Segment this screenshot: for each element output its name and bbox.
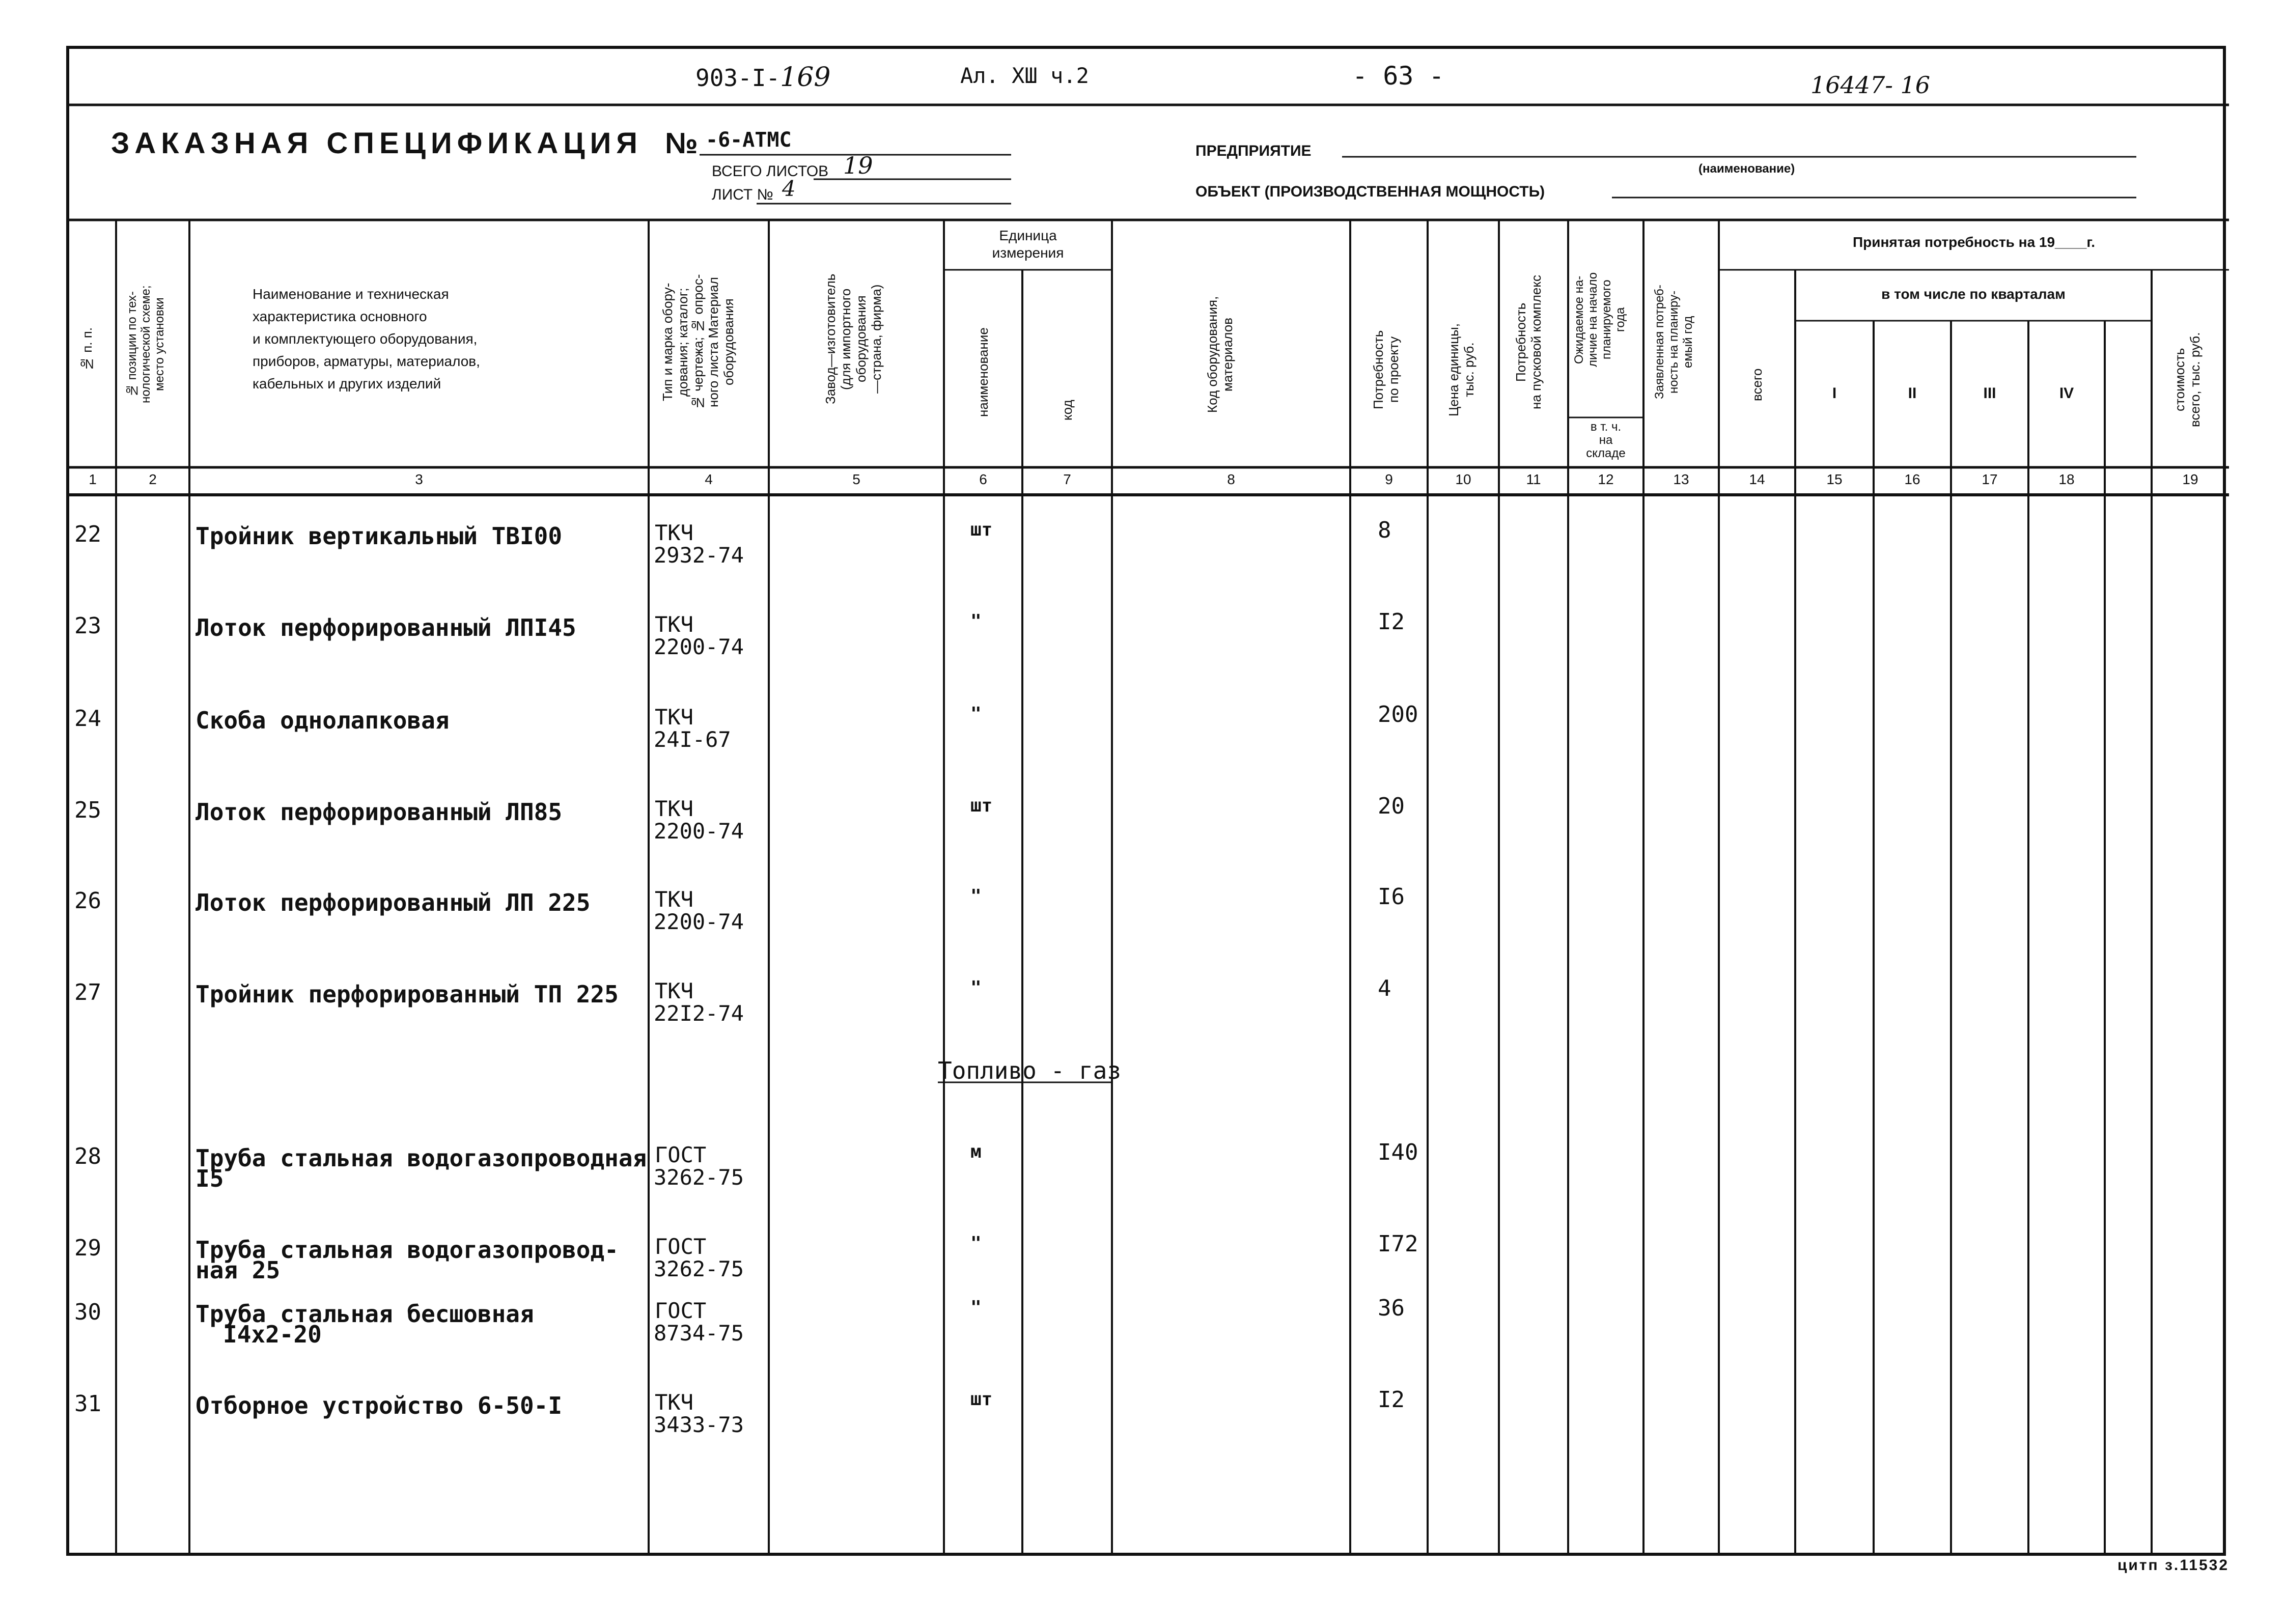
item-catalog-code: ТКЧ xyxy=(655,705,693,730)
col-header-2: № позиции по тех- нологической схеме; место установки xyxy=(125,285,166,403)
item-quantity: I2 xyxy=(1378,1387,1405,1413)
item-name: Лоток перфорированный ЛП 225 xyxy=(196,889,591,916)
item-name: Тройник перфорированный ТП 225 xyxy=(196,981,619,1008)
item-catalog-number: 2200-74 xyxy=(654,634,744,659)
document-title: ЗАКАЗНАЯ СПЕЦИФИКАЦИЯ xyxy=(111,127,643,160)
item-catalog-code: ГОСТ xyxy=(655,1298,707,1323)
column-number: 15 xyxy=(1826,471,1843,487)
row-number: 26 xyxy=(74,888,101,914)
col-header-12-sub: в т. ч. на складе xyxy=(1586,420,1626,460)
item-name-continued: I4x2-20 xyxy=(223,1321,322,1348)
col-header-11: Потребность на пусковой комплекс xyxy=(1513,274,1544,410)
column-number: 13 xyxy=(1673,471,1689,487)
column-number: 5 xyxy=(852,471,860,487)
item-unit: " xyxy=(970,611,982,632)
doc-code-prefix: 903-I- xyxy=(695,64,781,92)
item-name: Отборное устройство 6-50-I xyxy=(196,1392,563,1419)
item-catalog-number: 3262-75 xyxy=(654,1165,744,1190)
specification-sheet xyxy=(66,46,2226,1556)
item-unit: шт xyxy=(970,1389,993,1410)
name-hint: (наименование) xyxy=(1698,162,1795,176)
column-number: 6 xyxy=(979,471,987,487)
item-catalog-code: ТКЧ xyxy=(655,612,693,637)
column-number: 7 xyxy=(1063,471,1071,487)
section-heading: Топливо - газ xyxy=(938,1057,1122,1084)
column-number: 8 xyxy=(1227,471,1235,487)
page-number: - 63 - xyxy=(1352,61,1444,91)
item-catalog-code: ТКЧ xyxy=(655,887,693,912)
col-header-18: IV xyxy=(2059,385,2074,402)
column-number: 19 xyxy=(2182,471,2198,487)
row-number: 23 xyxy=(74,613,101,639)
item-name-continued: ная 25 xyxy=(196,1256,281,1284)
quarters-group-header: в том числе по кварталам xyxy=(1881,286,2066,302)
row-number: 22 xyxy=(74,521,101,547)
item-catalog-number: 24I-67 xyxy=(654,727,731,752)
row-number: 27 xyxy=(74,979,101,1005)
sheet-number-label: ЛИСТ № xyxy=(712,186,773,203)
col-header-10: Цена единицы, тыс. руб. xyxy=(1446,323,1476,416)
item-catalog-code: ГОСТ xyxy=(655,1234,707,1259)
spec-number-label: № xyxy=(665,127,698,160)
item-unit: м xyxy=(970,1141,982,1162)
column-number: 9 xyxy=(1385,471,1393,487)
col-header-19: стоимость всего, тыс. руб. xyxy=(2172,332,2203,428)
item-quantity: I72 xyxy=(1378,1231,1418,1257)
column-number: 17 xyxy=(1982,471,1998,487)
row-number: 30 xyxy=(74,1299,101,1325)
item-catalog-number: 2200-74 xyxy=(654,909,744,934)
item-catalog-number: 8734-75 xyxy=(654,1321,744,1346)
col-header-5: Завод—изготовитель (для импортного оборудования —страна, фирма) xyxy=(823,273,884,405)
column-number: 18 xyxy=(2058,471,2075,487)
unit-group-header: Единица измерения xyxy=(992,228,1064,261)
col-header-7: код xyxy=(1060,400,1075,421)
column-number: 2 xyxy=(149,471,157,487)
enterprise-label: ПРЕДПРИЯТИЕ xyxy=(1195,143,1312,159)
item-catalog-number: 2200-74 xyxy=(654,819,744,844)
item-catalog-code: ТКЧ xyxy=(655,796,693,821)
item-quantity: 200 xyxy=(1378,702,1418,727)
item-catalog-code: ТКЧ xyxy=(655,978,693,1003)
row-number: 25 xyxy=(74,797,101,823)
spec-number: -6-АТМС xyxy=(706,128,792,152)
column-number: 11 xyxy=(1526,471,1541,487)
item-name: Труба стальная водогазопровод- xyxy=(196,1236,619,1264)
column-number: 14 xyxy=(1749,471,1765,487)
item-catalog-number: 2932-74 xyxy=(654,543,744,568)
row-number: 28 xyxy=(74,1143,101,1169)
col-header-15: I xyxy=(1832,385,1837,402)
column-number: 10 xyxy=(1455,471,1471,487)
total-sheets-label: ВСЕГО ЛИСТОВ xyxy=(712,163,829,180)
col-header-3: Наименование и техническая характеристика основного и комплектующего оборудования, приборов, арматуры, материалов, кабельных и других изделий xyxy=(253,286,480,391)
doc-code-handwritten: 169 xyxy=(780,62,831,93)
registration-number: 16447- 16 xyxy=(1810,71,1931,99)
item-unit: " xyxy=(970,1233,982,1254)
object-label: ОБЪЕКТ (ПРОИЗВОДСТВЕННАЯ МОЩНОСТЬ) xyxy=(1195,183,1545,200)
item-catalog-number: 22I2-74 xyxy=(654,1001,744,1026)
item-quantity: I40 xyxy=(1378,1139,1418,1165)
column-number: 4 xyxy=(705,471,713,487)
col-header-17: III xyxy=(1983,385,1996,402)
item-catalog-code: ТКЧ xyxy=(655,520,693,545)
sheet-number-value: 4 xyxy=(782,176,796,201)
item-name: Труба стальная водогазопроводная xyxy=(196,1144,647,1172)
col-header-16: II xyxy=(1908,385,1917,402)
col-header-13: Заявленная потреб- ность на планиру- емый год xyxy=(1653,285,1695,400)
col-header-4: Тип и марка обору- дования; каталог; № чертежа; № опрос- ного листа Материал оборудования xyxy=(660,274,736,410)
item-name: Лоток перфорированный ЛПI45 xyxy=(196,614,576,641)
col-header-8: Код оборудования, материалов xyxy=(1205,296,1235,413)
col-header-1: № п. п. xyxy=(79,327,95,372)
column-number: 3 xyxy=(415,471,423,487)
item-unit: " xyxy=(970,886,982,907)
row-number: 31 xyxy=(74,1391,101,1417)
item-unit: шт xyxy=(970,795,993,816)
item-name: Лоток перфорированный ЛП85 xyxy=(196,798,563,826)
item-catalog-code: ТКЧ xyxy=(655,1390,693,1415)
item-unit: " xyxy=(970,977,982,998)
item-quantity: 36 xyxy=(1378,1295,1405,1321)
doc-code xyxy=(695,62,830,93)
row-number: 29 xyxy=(74,1235,101,1261)
item-name-continued: I5 xyxy=(196,1165,224,1192)
item-quantity: I6 xyxy=(1378,884,1405,910)
item-catalog-number: 3262-75 xyxy=(654,1256,744,1281)
album-ref: Ал. XШ ч.2 xyxy=(960,63,1089,88)
column-number: 16 xyxy=(1904,471,1920,487)
item-unit: шт xyxy=(970,519,993,540)
item-quantity: 8 xyxy=(1378,517,1391,543)
item-quantity: 4 xyxy=(1378,975,1391,1001)
col-header-6: наименование xyxy=(976,327,991,417)
item-unit: " xyxy=(970,1297,982,1318)
item-name: Тройник вертикальный ТВI00 xyxy=(196,522,563,550)
item-name: Труба стальная бесшовная xyxy=(196,1300,534,1328)
item-quantity: I2 xyxy=(1378,609,1405,635)
column-number: 1 xyxy=(89,471,97,487)
item-catalog-number: 3433-73 xyxy=(654,1412,744,1437)
total-sheets-value: 19 xyxy=(843,152,873,179)
column-number: 12 xyxy=(1598,471,1614,487)
accepted-group-header: Принятая потребность на 19____г. xyxy=(1853,234,2095,250)
col-header-12: Ожидаемое на- личие на начало планируемого года xyxy=(1572,272,1627,368)
col-header-9: Потребность по проекту xyxy=(1371,330,1401,409)
footer-stamp: цитп з.11532 xyxy=(2117,1557,2229,1574)
col-header-14: всего xyxy=(1749,368,1765,402)
item-catalog-code: ГОСТ xyxy=(655,1142,707,1167)
item-name: Скоба однолапковая xyxy=(196,707,450,734)
item-quantity: 20 xyxy=(1378,793,1405,819)
item-unit: " xyxy=(970,704,982,724)
row-number: 24 xyxy=(74,706,101,732)
